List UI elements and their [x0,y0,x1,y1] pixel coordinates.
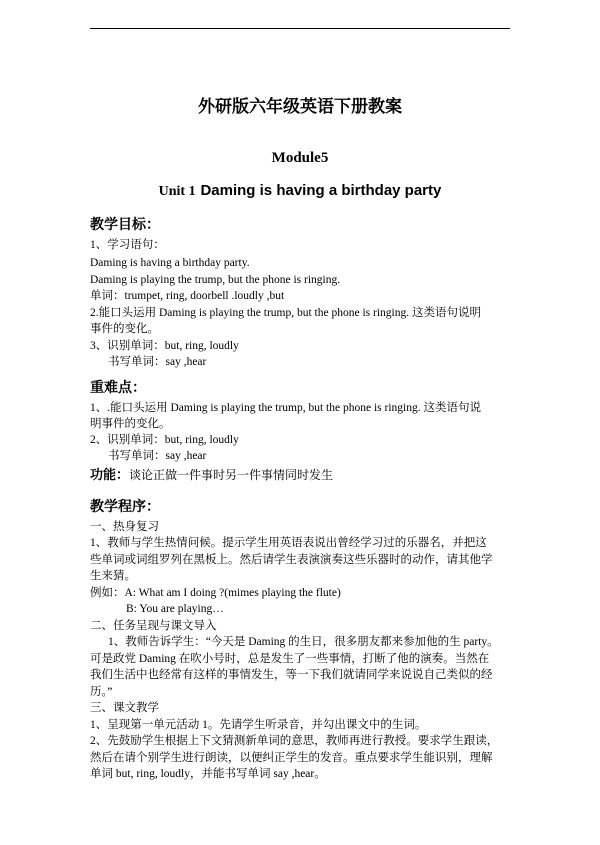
objectives-line: 1、学习语句： [90,239,165,251]
function-label: 功能： [90,468,130,483]
procedure-line: 历。” [90,686,113,698]
unit-name: Daming is having a birthday party [200,182,442,199]
function-text: 谈论正做一件事时另一件事情同时发生 [129,468,334,482]
procedure-line: 可是政党 Daming 在吹小号时，总是发生了一些事情，打断了他的演奏。当然在 [90,653,490,665]
key-points-line: 书写单词：say ,hear [108,450,207,462]
procedure-line: 生来猜。 [90,570,136,582]
objectives-line: Daming is playing the trump, but the phone is ringing. [90,274,341,286]
procedure-line: 例如：A: What am I doing ?(mimes playing the flute) [90,587,341,599]
header-rule [90,28,510,29]
document-title: 外研版六年级英语下册教案 [198,97,402,117]
procedure-line: 1、教师与学生热情问候。提示学生用英语表说出曾经学习过的乐器名，并把这 [90,537,487,549]
procedure-line: B: You are playing… [126,603,224,615]
procedure-line: 1、呈现第一单元活动 1。先请学生听录音，并勾出课文中的生词。 [90,719,427,731]
procedure-line: 一、热身复习 [90,521,159,533]
objectives-line: 事件的变化。 [90,323,159,335]
unit-title [0,182,600,200]
procedure-line: 三、课文教学 [90,702,159,714]
procedure-line: 二、任务呈现与课文导入 [90,620,217,632]
procedure-line: 些单词或词组罗列在黑板上。然后请学生表演演奏这些乐器时的动作，请其他学 [90,554,493,566]
objectives-line: 书写单词：say ,hear [108,356,207,368]
section-heading-objectives: 教学目标： [90,217,160,233]
key-points-line: 明事件的变化。 [90,418,171,430]
procedure-line: 1、教师告诉学生：“今天是 Daming 的生日，很多朋友都来参加他的生 party。 [108,636,499,648]
section-heading-procedure: 教学程序： [90,499,160,515]
unit-prefix: Unit 1 [158,184,196,199]
procedure-line: 然后在请个别学生进行朗读，以便纠正学生的发音。重点要求学生能识别，理解 [90,752,493,764]
procedure-line: 我们生活中也经常有这样的事情发生，等一下我们就请同学来说说自己类似的经 [90,669,493,681]
objectives-line: 2.能口头运用 Daming is playing the trump, but the phone is ringing. 这类语句说明 [90,307,481,319]
function-line [90,464,333,483]
module-title: Module5 [271,150,329,166]
section-heading-key-points: 重难点： [90,380,146,396]
objectives-line: Daming is having a birthday party. [90,257,250,269]
key-points-line: 2、识别单词：but, ring, loudly [90,434,239,446]
key-points-line: 1、.能口头运用 Daming is playing the trump, but the phone is ringing. 这类语句说 [90,402,481,414]
objectives-line: 3、识别单词：but, ring, loudly [90,340,239,352]
procedure-line: 单词 but, ring, loudly，并能书写单词 say ,hear。 [90,768,326,780]
objectives-line: 单词：trumpet, ring, doorbell .loudly ,but [90,290,285,302]
procedure-line: 2、先鼓励学生根据上下文猜测新单词的意思，教师再进行教授。要求学生跟读， [90,735,499,747]
